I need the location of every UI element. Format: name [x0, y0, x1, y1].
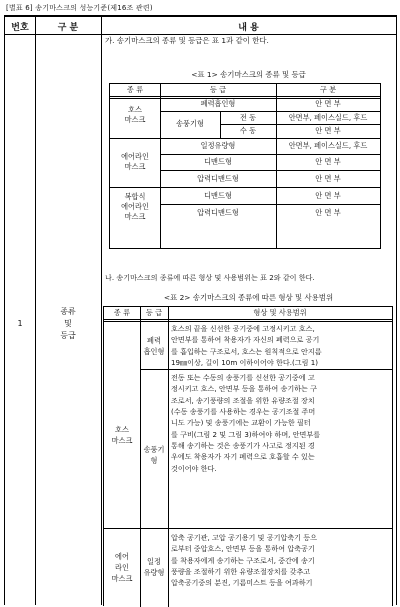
t2-grade-blower [140, 444, 168, 466]
t2-d3: 로부터 중압호스, 안면부 등을 통하여 압축공기 [171, 544, 315, 554]
t1-hline [220, 124, 380, 125]
t2-hose-l2: 마스크 [111, 436, 133, 445]
t2-d3: 압축공기중의 분진, 기름미스트 등을 여과하기 [171, 578, 313, 588]
t2-desc-lung [171, 323, 389, 368]
t1-hline [110, 138, 380, 139]
t1-div: 안면부, 페이스실드, 후드 [288, 113, 368, 122]
t1-sub-electric: 전 동 [239, 113, 257, 122]
t2-hose-l1: 호스 [115, 425, 129, 434]
t2-d3: 압축 공기관, 고압 공기용기 및 공기압축기 등으 [171, 533, 317, 542]
t2-g3-l1: 일정 [147, 557, 161, 566]
table1 [109, 83, 381, 249]
t2-d2: 통해 송기하는 것은 송풍기가 사고로 정지된 경 [171, 441, 315, 451]
t2-airline-mask [104, 551, 140, 584]
t2-desc-constant [171, 532, 389, 589]
t1-grade: 디맨드형 [204, 157, 232, 166]
header-content: 내 용 [238, 23, 259, 33]
t1-grade: 일정유량형 [200, 141, 236, 150]
standards-table [4, 15, 397, 605]
t2-hline [104, 528, 392, 529]
t1-hose-l2: 마스크 [124, 115, 146, 124]
t2-air-l1: 에어 [115, 552, 129, 561]
t2-g3-l2: 유량형 [143, 568, 165, 577]
t2-d2: 우에도 착용자가 자기 폐력으로 호흡할 수 있는 [171, 452, 315, 462]
t1-hline [160, 170, 380, 171]
t1-grade: 디맨드형 [204, 191, 232, 200]
t1-grade-lung: 폐력흡인형 [200, 99, 236, 108]
t2-vline-b [168, 307, 169, 607]
t2-d1: 를 흡입하는 구조로서, 호스는 원칙적으로 안지름 [171, 346, 322, 356]
header-category: 구 분 [57, 23, 79, 33]
t1-h-grade: 등 급 [209, 85, 227, 94]
t2-h-grade: 등 급 [145, 308, 163, 317]
t1-grade: 압력디맨드형 [197, 208, 239, 217]
t1-hline [160, 111, 380, 112]
t1-hose-l1: 호스 [128, 105, 142, 114]
t2-d2: 정시키고 호스, 안면부 등을 통하여 송기하는 구 [171, 384, 317, 394]
paragraph-ga: 가. 송기마스크의 종류 및 등급은 표 1과 같이 한다. [105, 36, 269, 45]
t2-g1-l2: 흡인형 [143, 347, 165, 356]
table2-title: <표 2> 송기마스크의 종류에 따른 형상 및 사용범위 [163, 293, 334, 302]
t1-combo-l2: 에어라인 [121, 202, 149, 211]
t2-h-type: 종 류 [113, 308, 131, 317]
t1-div: 안면부, 페이스실드, 후드 [288, 141, 368, 150]
t1-airline-l1: 에어라인 [121, 152, 149, 161]
t1-h-div: 구 분 [319, 85, 337, 94]
t1-combo-l1: 복합식 [124, 192, 146, 201]
t1-div: 안 면 부 [315, 157, 341, 166]
t1-grade: 압력디맨드형 [197, 174, 239, 183]
t1-div: 안 면 부 [315, 174, 341, 183]
appendix-caption: [별표 6] 송기마스크의 성능기준(제16조 관련) [6, 4, 153, 12]
row-category [35, 306, 101, 342]
category-line-2: 및 [64, 319, 72, 328]
t2-d2: 를 구비(그림 2 및 그림 3)하여야 하며, 안면부를 [171, 429, 321, 439]
t1-hline [160, 204, 380, 205]
t2-d2: 니도 가능) 및 송풍기에는 교환이 가능한 필터 [171, 418, 311, 428]
t1-h-type: 종 류 [126, 85, 144, 94]
t1-sub-manual: 수 동 [239, 126, 257, 135]
t1-hline [110, 187, 380, 188]
t2-d2: 조로서, 송기풍량의 조절을 위한 유량조절 장치 [171, 395, 315, 405]
t2-d2: 전동 또는 수동의 송풍기를 신선한 공기중에 고 [171, 373, 315, 382]
t2-g2-l2: 형 [150, 456, 158, 465]
table1-title: <표 1> 송기마스크의 종류 및 등급 [191, 70, 306, 79]
t2-h-scope: 형상 및 사용범위 [253, 308, 307, 317]
t1-div: 안 면 부 [315, 191, 341, 200]
col-divider-2 [101, 17, 102, 605]
table2 [103, 306, 393, 606]
header-no: 번호 [11, 23, 29, 33]
t1-grade-blower: 송풍기형 [176, 119, 204, 128]
table2-header-rule [104, 319, 392, 322]
t2-hline [140, 369, 392, 370]
t2-d1: 호스의 끝을 신선한 공기중에 고정시키고 호스, [171, 324, 315, 333]
t2-d2: (수동 송풍기를 사용하는 경우는 공기조절 주머 [171, 407, 316, 417]
t1-div: 안 면 부 [315, 126, 341, 135]
t1-airline-mask [110, 152, 160, 172]
table-header [5, 17, 396, 35]
t2-d3: 풍량을 조절하기 위한 유량조절장치를 갖추고 [171, 567, 311, 577]
t2-air-l3: 마스크 [111, 574, 133, 583]
t2-desc-blower [171, 372, 389, 474]
t1-airline-l2: 마스크 [124, 162, 146, 171]
t2-grade-lung [140, 335, 168, 357]
category-line-1: 종류 [60, 307, 76, 316]
t1-combo-l3: 마스크 [124, 212, 146, 221]
t1-combo-mask [110, 192, 160, 222]
t2-d3: 를 착용자에게 송기하는 구조로서, 중간에 송기 [171, 555, 315, 565]
t2-grade-constant [140, 556, 168, 578]
t2-d1: 안면부를 통하여 착용자가 자신의 폐력으로 공기 [171, 335, 320, 345]
t1-hline [160, 154, 380, 155]
paragraph-na: 나. 송기마스크의 종류에 따른 형상 및 사용범위는 표 2와 같이 한다. [105, 273, 315, 282]
row-number: 1 [17, 319, 23, 328]
t2-d2: 것이어야 한다. [171, 463, 217, 473]
category-line-3: 등급 [60, 331, 76, 340]
t2-g2-l1: 송풍기 [143, 445, 165, 454]
t1-div: 안 면 부 [315, 99, 341, 108]
t2-air-l2: 라인 [115, 563, 129, 572]
t1-div: 안 면 부 [315, 208, 341, 217]
t1-hose-mask [110, 105, 160, 125]
t2-g1-l1: 폐력 [147, 336, 161, 345]
t2-d1: 19㎜이상, 길이 10m 이하이어야 한다.(그림 1) [171, 358, 318, 368]
t2-hose-mask [104, 424, 140, 446]
